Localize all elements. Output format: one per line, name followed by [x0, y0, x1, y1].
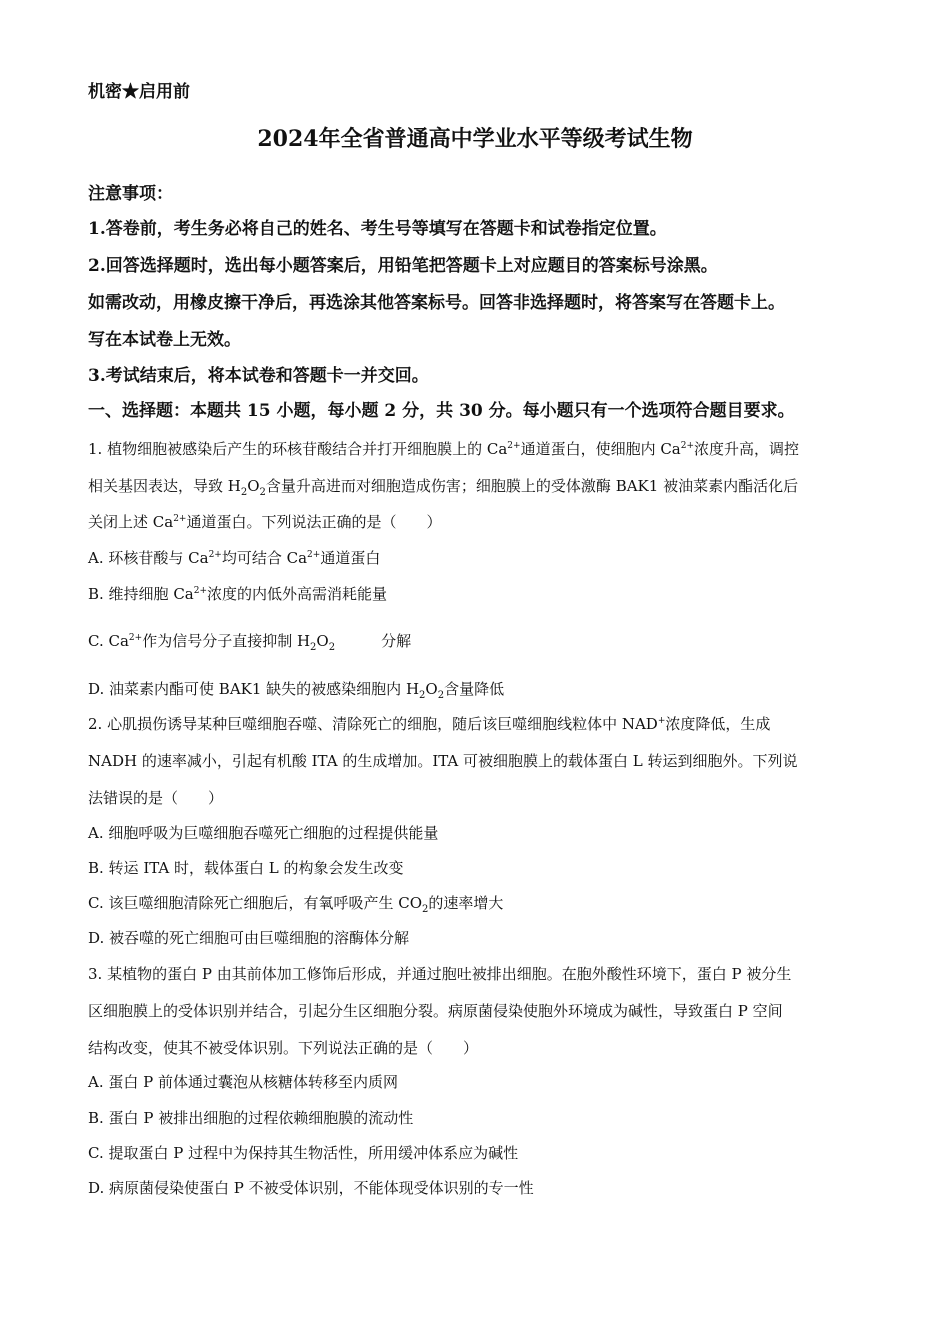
- superscript: 2+: [507, 441, 521, 451]
- question-2-line: 法错误的是（ ）: [88, 789, 224, 807]
- text-run: 均可结合 Ca: [221, 549, 308, 567]
- question-1-option-c: [88, 631, 411, 651]
- text-run: 通道蛋白。下列说法正确的是（ ）: [186, 513, 442, 531]
- text-run: 通道蛋白，使细胞内 Ca: [520, 440, 681, 458]
- question-2-option-c: [88, 893, 503, 913]
- subscript: 2: [328, 642, 336, 653]
- question-1-option-b: [88, 584, 387, 604]
- text-run: 浓度的内低外高需消耗能量: [207, 585, 388, 603]
- notice-item: 3.考试结束后，将本试卷和答题卡一并交回。: [88, 366, 429, 386]
- question-1-line: [88, 512, 442, 532]
- subscript: 2: [310, 642, 317, 653]
- superscript: 2+: [307, 550, 321, 560]
- text-run: 浓度降低，生成: [665, 715, 771, 733]
- text-run: C. 该巨噬细胞清除死亡细胞后，有氧呼吸产生 CO: [88, 894, 423, 912]
- question-1-line: [88, 476, 798, 496]
- question-3-line: 区细胞膜上的受体识别并结合，引起分生区细胞分裂。病原菌侵染使胞外环境成为碱性，导致蛋白 P 空间: [88, 1002, 783, 1020]
- text-run: 含量升高进而对细胞造成伤害；细胞膜上的受体激酶 BAK1 被油菜素内酯活化后: [265, 477, 799, 495]
- question-3-option-d: D. 病原菌侵染使蛋白 P 不被受体识别，不能体现受体识别的专一性: [88, 1179, 534, 1197]
- superscript: 2+: [208, 550, 222, 560]
- superscript: +: [657, 716, 666, 726]
- question-3-option-c: C. 提取蛋白 P 过程中为保持其生物活性，所用缓冲体系应为碱性: [88, 1144, 519, 1162]
- question-2-line: NADH 的速率减小，引起有机酸 ITA 的生成增加。ITA 可被细胞膜上的载体蛋白 L 转运到细胞外。下列说: [88, 752, 798, 770]
- text-run: O: [247, 477, 260, 495]
- notice-heading: 注意事项：: [88, 184, 173, 204]
- section-heading: 一、选择题：本题共 15 小题，每小题 2 分，共 30 分。每小题只有一个选项符合题目要求。: [88, 401, 795, 421]
- subscript: 2: [259, 487, 266, 498]
- question-3-line: 3. 某植物的蛋白 P 由其前体加工修饰后形成，并通过胞吐被排出细胞。在胞外酸性环境下，蛋白 P 被分生: [88, 965, 792, 983]
- superscript: 2+: [128, 633, 143, 643]
- subscript: 2: [422, 904, 429, 915]
- text-run: 作为信号分子直接抑制 H: [142, 632, 311, 650]
- question-2-option-a: A. 细胞呼吸为巨噬细胞吞噬死亡细胞的过程提供能量: [88, 824, 439, 842]
- text-run: B. 维持细胞 Ca: [88, 585, 194, 603]
- text-run: 的速率增大: [428, 894, 504, 912]
- question-1-option-d: [88, 679, 504, 699]
- question-3-option-b: B. 蛋白 P 被排出细胞的过程依赖细胞膜的流动性: [88, 1109, 414, 1127]
- question-3-line: 结构改变，使其不被受体识别。下列说法正确的是（ ）: [88, 1039, 479, 1057]
- text-run: 分解: [381, 632, 412, 650]
- text-run: C. Ca: [88, 632, 129, 650]
- question-3-option-a: A. 蛋白 P 前体通过囊泡从核糖体转移至内质网: [88, 1073, 398, 1091]
- text-run: D. 油菜素内酯可使 BAK1 缺失的被感染细胞内 H: [88, 680, 420, 698]
- subscript: 2: [240, 487, 248, 498]
- superscript: 2+: [173, 514, 187, 524]
- notice-item: 1.答卷前，考生务必将自己的姓名、考生号等填写在答题卡和试卷指定位置。: [88, 219, 667, 239]
- question-2-option-d: D. 被吞噬的死亡细胞可由巨噬细胞的溶酶体分解: [88, 929, 410, 947]
- text-run: 关闭上述 Ca: [88, 513, 174, 531]
- question-1-option-a: [88, 548, 380, 568]
- text-run: 通道蛋白: [320, 549, 381, 567]
- exam-title: 2024年全省普通高中学业水平等级考试生物: [257, 126, 693, 152]
- question-1-line: [88, 439, 799, 459]
- text-run: O: [316, 632, 329, 650]
- notice-item: 2.回答选择题时，选出每小题答案后，用铅笔把答题卡上对应题目的答案标号涂黑。: [88, 256, 718, 276]
- question-2-line: [88, 714, 770, 734]
- notice-item: 如需改动，用橡皮擦干净后，再选涂其他答案标号。回答非选择题时，将答案写在答题卡上。: [88, 293, 785, 313]
- notice-item: 写在本试卷上无效。: [88, 330, 241, 350]
- text-run: 2. 心肌损伤诱导某种巨噬细胞吞噬、清除死亡的细胞，随后该巨噬细胞线粒体中 NAD: [88, 715, 658, 733]
- superscript: 2+: [680, 441, 695, 451]
- text-run: 相关基因表达，导致 H: [88, 477, 241, 495]
- text-run: A. 环核苷酸与 Ca: [88, 549, 209, 567]
- question-2-option-b: B. 转运 ITA 时，载体蛋白 L 的构象会发生改变: [88, 859, 404, 877]
- text-run: O: [425, 680, 438, 698]
- subscript: 2: [419, 690, 426, 701]
- subscript: 2: [437, 690, 445, 701]
- classification-label: 机密★启用前: [88, 82, 190, 102]
- text-run: 含量降低: [444, 680, 505, 698]
- superscript: 2+: [193, 586, 208, 596]
- text-run: 1. 植物细胞被感染后产生的环核苷酸结合并打开细胞膜上的 Ca: [88, 440, 508, 458]
- text-run: 浓度升高，调控: [694, 440, 800, 458]
